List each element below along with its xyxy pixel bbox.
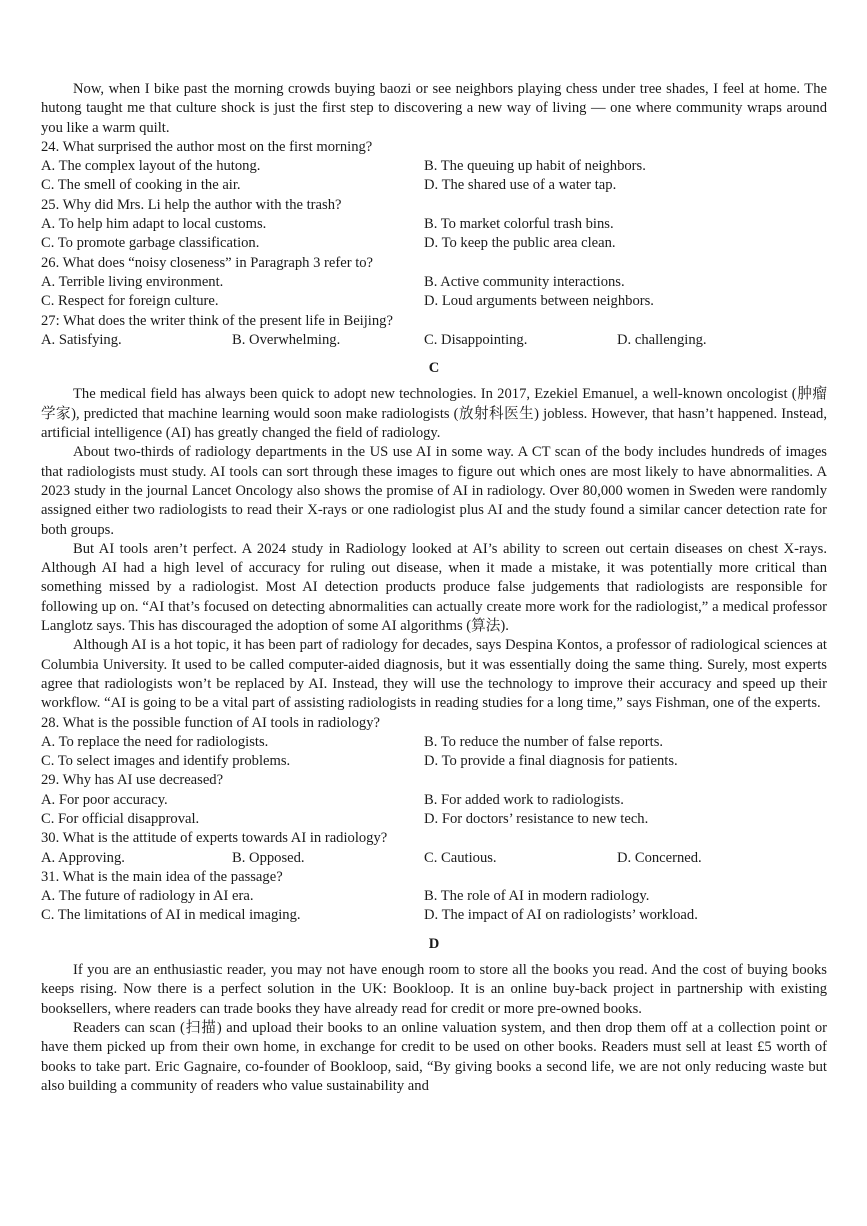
question-27 — [41, 312, 827, 351]
passage-b-closing-paragraph: Now, when I bike past the morning crowds buying baozi or see neighbors playing chess under tree shades, I feel at home. The hutong taught me that culture shock is just the first step to discovering a new way of living — one where community wraps around you like a warm quilt. — [41, 81, 827, 136]
question-31 — [41, 868, 827, 926]
question-29 — [41, 771, 827, 829]
option-a: A. The future of radiology in AI era. — [41, 888, 254, 905]
option-a: A. The complex layout of the hutong. — [41, 158, 261, 175]
questions-b — [41, 138, 827, 350]
option-a: A. For poor accuracy. — [41, 791, 168, 808]
option-a: A. Approving. — [41, 849, 125, 866]
option-c: C. Cautious. — [424, 849, 497, 866]
passage-c-paragraph-1: The medical field has always been quick to adopt new technologies. In 2017, Ezekiel Emanuel, a well-known oncologist (肿瘤学家), predicted that machine learning would soon make radiologists (放射科医生) jobless. However, that hasn’t happened. Instead, artificial intelligence (AI) has greatly changed the field of radiology. — [41, 386, 827, 442]
option-d: D. For doctors’ resistance to new tech. — [424, 810, 649, 827]
questions-c — [41, 714, 827, 926]
question-30 — [41, 829, 827, 868]
passage-c-paragraph-4: Although AI is a hot topic, it has been part of radiology for decades, says Despina Kontos, a professor of radiological sciences at Columbia University. It used to be called computer-aided diagnosis, but it was essentially doing the same thing. Surely, most experts agree that radiologists won’t be replaced by AI. Instead, they will use the technology to improve their accuracy and speed up their workflow. “AI is going to be a vital part of assisting radiologists in reading studies for a long time,” says Fishman, one of the experts. — [41, 637, 827, 712]
option-d: D. The impact of AI on radiologists’ workload. — [424, 907, 698, 924]
section-c-heading: C — [428, 360, 440, 377]
question-stem: 31. What is the main idea of the passage? — [41, 868, 283, 885]
option-c: C. The smell of cooking in the air. — [41, 177, 241, 194]
section-d-heading: D — [428, 935, 440, 952]
option-c: C. To promote garbage classification. — [41, 235, 260, 252]
option-c: C. The limitations of AI in medical imaging. — [41, 907, 301, 924]
option-b: B. Opposed. — [232, 849, 305, 866]
passage-c-paragraph-3: But AI tools aren’t perfect. A 2024 study in Radiology looked at AI’s ability to screen out certain diseases on chest X-rays. Although AI had a high level of accuracy for ruling out disease, when it made a mistake, it was potentially more critical than something missed by a radiologist. Most AI detection products produce false judgements that radiologists are responsible for following up on. “AI that’s focused on detecting abnormalities can actually create more work for the radiologist,” a medical professor Langlotz says. This has discouraged the adoption of some AI algorithms (算法). — [41, 540, 827, 635]
option-b: B. Active community interactions. — [424, 273, 625, 290]
passage-d-paragraph-2: Readers can scan (扫描) and upload their books to an online valuation system, and then drop them off at a collection point or have them picked up from their own home, in exchange for credit to be used on other books. Readers must sell at least £5 worth of books to take part. Eric Gagnaire, co-founder of Bookloop, said, “By giving books a second life, we are not only reducing waste but also building a community of readers who value sustainability and — [41, 1019, 827, 1094]
question-26 — [41, 254, 827, 312]
option-b: B. The queuing up habit of neighbors. — [424, 158, 646, 175]
option-a: A. Terrible living environment. — [41, 273, 224, 290]
option-b: B. To market colorful trash bins. — [424, 216, 614, 233]
question-28 — [41, 714, 827, 772]
passage-c — [41, 385, 827, 713]
question-stem: 28. What is the possible function of AI tools in radiology? — [41, 714, 380, 731]
option-a: A. To replace the need for radiologists. — [41, 733, 269, 750]
question-25 — [41, 196, 827, 254]
option-d: D. challenging. — [617, 331, 707, 348]
option-c: C. For official disapproval. — [41, 810, 200, 827]
option-c: C. Disappointing. — [424, 331, 528, 348]
option-b: B. To reduce the number of false reports. — [424, 733, 664, 750]
option-b: B. Overwhelming. — [232, 331, 341, 348]
option-d: D. To provide a final diagnosis for patients. — [424, 753, 678, 770]
question-stem: 25. Why did Mrs. Li help the author with the trash? — [41, 196, 342, 213]
passage-d-paragraph-1: If you are an enthusiastic reader, you may not have enough room to store all the books you read. And the cost of buying books keeps rising. Now there is a perfect solution in the UK: Bookloop. It is an online buy-back project in partnership with existing booksellers, where readers can trade books they have already read for credit or more pre-owned books. — [41, 962, 827, 1017]
option-a: A. To help him adapt to local customs. — [41, 216, 267, 233]
question-stem: 26. What does “noisy closeness” in Paragraph 3 refer to? — [41, 254, 374, 271]
question-stem: 29. Why has AI use decreased? — [41, 772, 224, 789]
option-d: D. The shared use of a water tap. — [424, 177, 617, 194]
option-d: D. Loud arguments between neighbors. — [424, 293, 654, 310]
option-b: B. The role of AI in modern radiology. — [424, 888, 650, 905]
option-b: B. For added work to radiologists. — [424, 791, 624, 808]
question-stem: 30. What is the attitude of experts towards AI in radiology? — [41, 830, 388, 847]
option-a: A. Satisfying. — [41, 331, 122, 348]
passage-d — [41, 961, 827, 1096]
option-c: C. Respect for foreign culture. — [41, 293, 219, 310]
option-c: C. To select images and identify problems. — [41, 753, 291, 770]
passage-c-paragraph-2: About two-thirds of radiology departments in the US use AI in some way. A CT scan of the body includes hundreds of images that radiologists must study. AI tools can sort through these images to figure out which ones are most likely to have abnormalities. A 2023 study in the journal Lancet Oncology also shows the promise of AI in radiology. Over 80,000 women in Sweden were randomly assigned either two radiologists to read their X-rays or one radiologist plus AI and the study found a similar cancer detection rate for both groups. — [41, 444, 827, 538]
option-d: D. To keep the public area clean. — [424, 235, 616, 252]
question-stem: 27: What does the writer think of the present life in Beijing? — [41, 312, 393, 329]
question-24 — [41, 138, 827, 196]
option-d: D. Concerned. — [617, 849, 702, 866]
question-stem: 24. What surprised the author most on the first morning? — [41, 138, 373, 155]
